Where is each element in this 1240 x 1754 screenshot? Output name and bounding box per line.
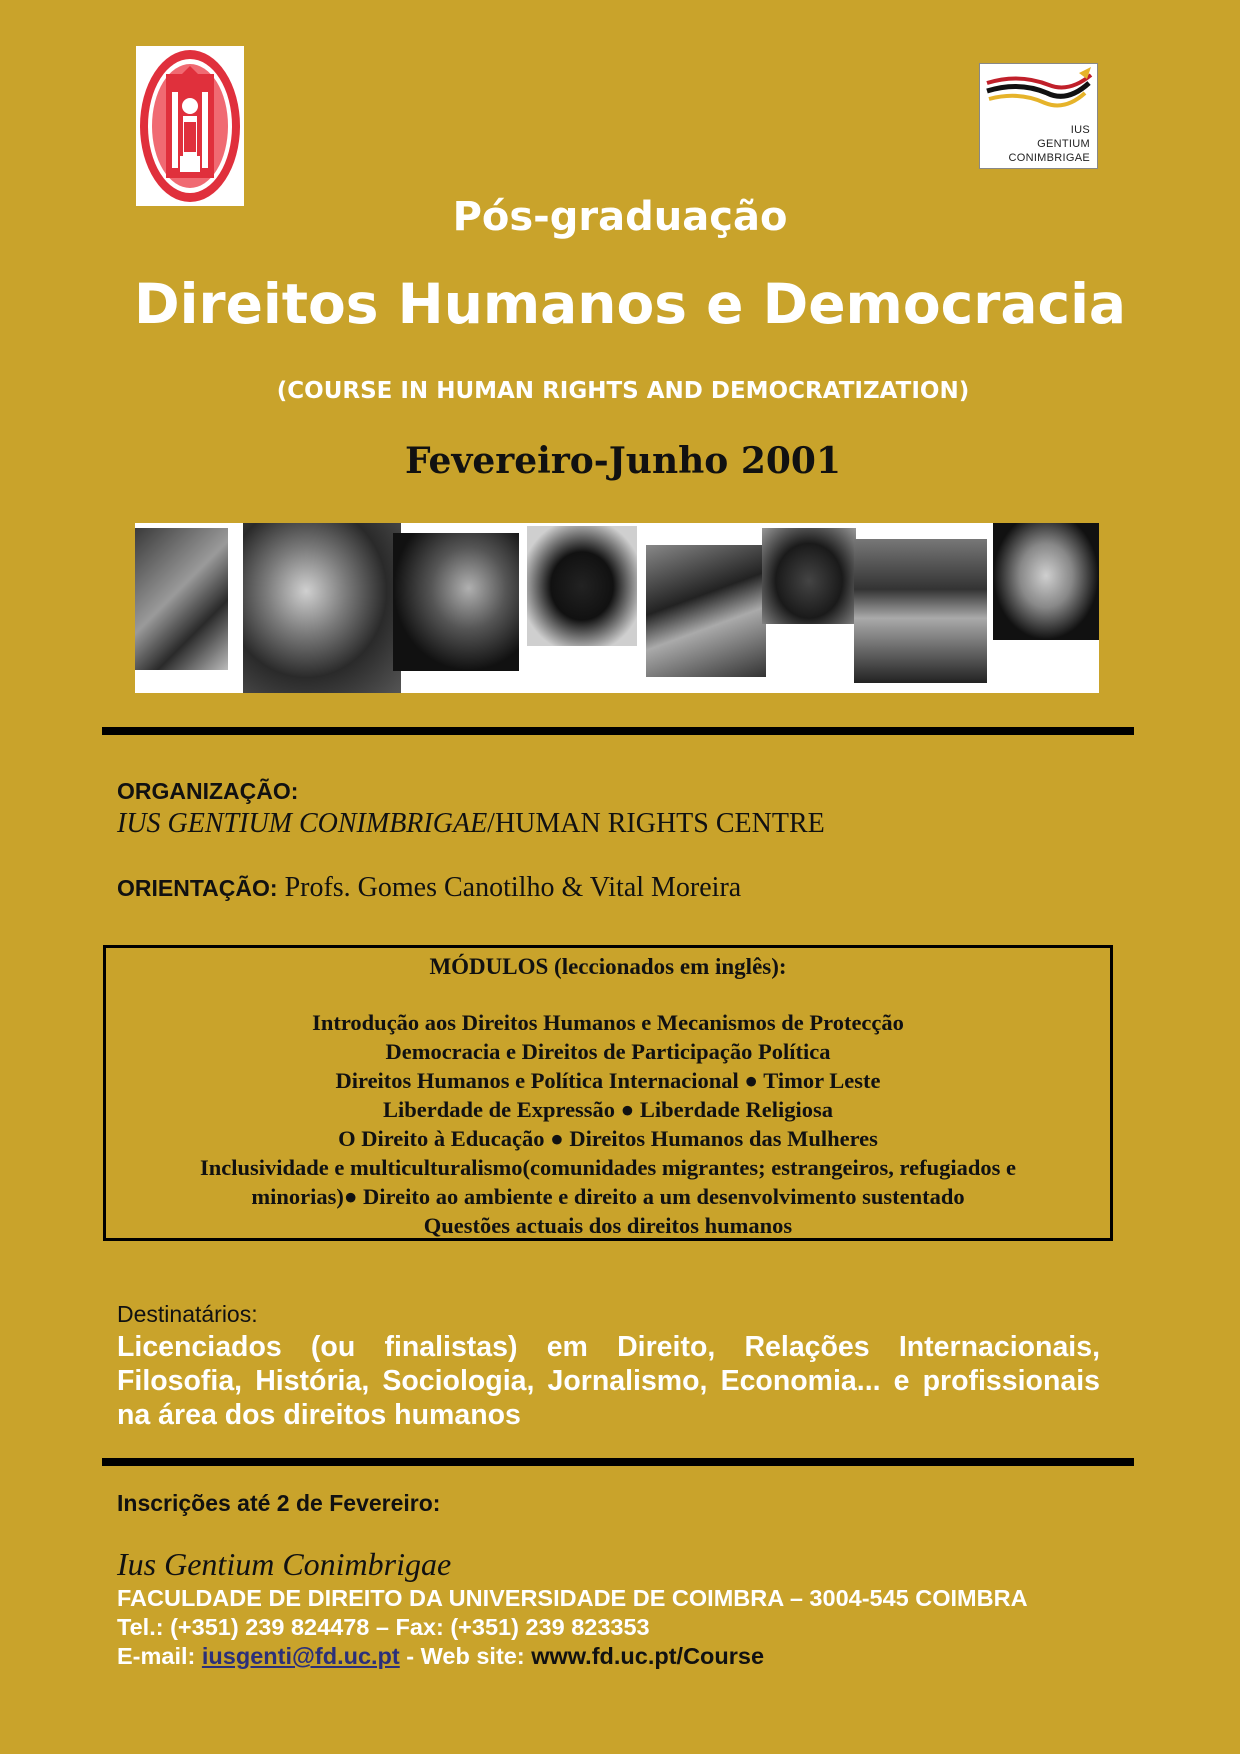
logo-text-gentium: GENTIUM — [1037, 138, 1090, 150]
photo-4 — [527, 526, 637, 646]
contact-name: Ius Gentium Conimbrigae — [117, 1546, 452, 1582]
email-link[interactable]: iusgenti@fd.uc.pt — [201, 1643, 400, 1669]
inscricoes-label: Inscrições até 2 de Fevereiro: — [117, 1490, 441, 1516]
photo-2 — [243, 523, 401, 693]
destinatarios-label: Destinatários: — [117, 1301, 258, 1327]
email-label: E-mail: — [117, 1643, 202, 1669]
pre-title: Pós-graduação — [452, 194, 788, 240]
photo-5 — [646, 545, 766, 677]
modules-list — [136, 1008, 1080, 1240]
divider — [102, 1458, 1134, 1466]
ius-gentium-logo — [979, 63, 1098, 169]
module-line: Direitos Humanos e Política Internacional ● Timor Leste — [335, 1068, 881, 1093]
destinatarios-text: Licenciados (ou finalistas) em Direito, Relações Internacionais, Filosofia, História, Sociologia, Jornalismo, Economia... e profissionais na área dos direitos humanos — [117, 1331, 1100, 1431]
organizacao-value — [117, 808, 825, 840]
organizacao-name-italic: IUS GENTIUM CONIMBRIGAE — [117, 808, 488, 839]
module-line: Inclusividade e multiculturalismo(comunidades migrantes; estrangeiros, refugiados e — [199, 1155, 1017, 1180]
page-title: Direitos Humanos e Democracia — [133, 272, 1127, 336]
orientacao-value: Profs. Gomes Canotilho & Vital Moreira — [277, 872, 742, 903]
organizacao-label: ORGANIZAÇÃO: — [117, 778, 299, 804]
contact-address: FACULDADE DE DIREITO DA UNIVERSIDADE DE COIMBRA – 3004-545 COIMBRA — [117, 1585, 1028, 1611]
photo-1 — [135, 528, 228, 670]
module-line: Introdução aos Direitos Humanos e Mecanismos de Protecção — [312, 1010, 904, 1035]
photo-8 — [993, 523, 1099, 640]
photo-6 — [762, 528, 856, 624]
module-line: O Direito à Educação ● Direitos Humanos das Mulheres — [338, 1126, 878, 1151]
contact-email-line — [117, 1643, 764, 1670]
divider — [102, 727, 1134, 735]
orientacao-label: ORIENTAÇÃO: — [117, 875, 278, 901]
module-line: minorias)● Direito ao ambiente e direito a um desenvolvimento sustentado — [251, 1184, 965, 1209]
orientacao-line — [117, 872, 741, 904]
module-line: Liberdade de Expressão ● Liberdade Religiosa — [382, 1097, 834, 1122]
module-line: Questões actuais dos direitos humanos — [423, 1213, 793, 1238]
modules-box — [103, 945, 1113, 1241]
photo-3 — [393, 533, 519, 671]
contact-phones: Tel.: (+351) 239 824478 – Fax: (+351) 239 823353 — [117, 1614, 650, 1640]
logo-text-conimbrigae: CONIMBRIGAE — [1008, 152, 1090, 164]
module-line: Democracia e Direitos de Participação Política — [385, 1039, 831, 1064]
photo-collage — [135, 523, 1099, 693]
subtitle: (COURSE IN HUMAN RIGHTS AND DEMOCRATIZATION) — [276, 378, 970, 404]
organizacao-name-rest: /HUMAN RIGHTS CENTRE — [487, 808, 825, 839]
logo-text-ius: IUS — [1070, 124, 1090, 136]
course-dates: Fevereiro-Junho 2001 — [404, 440, 842, 482]
modules-title: MÓDULOS (leccionados em inglês): — [429, 954, 787, 979]
website-link[interactable]: www.fd.uc.pt/Course — [531, 1643, 765, 1669]
web-label: - Web site: — [399, 1643, 532, 1669]
university-seal-logo — [136, 46, 244, 206]
photo-7 — [854, 539, 987, 683]
